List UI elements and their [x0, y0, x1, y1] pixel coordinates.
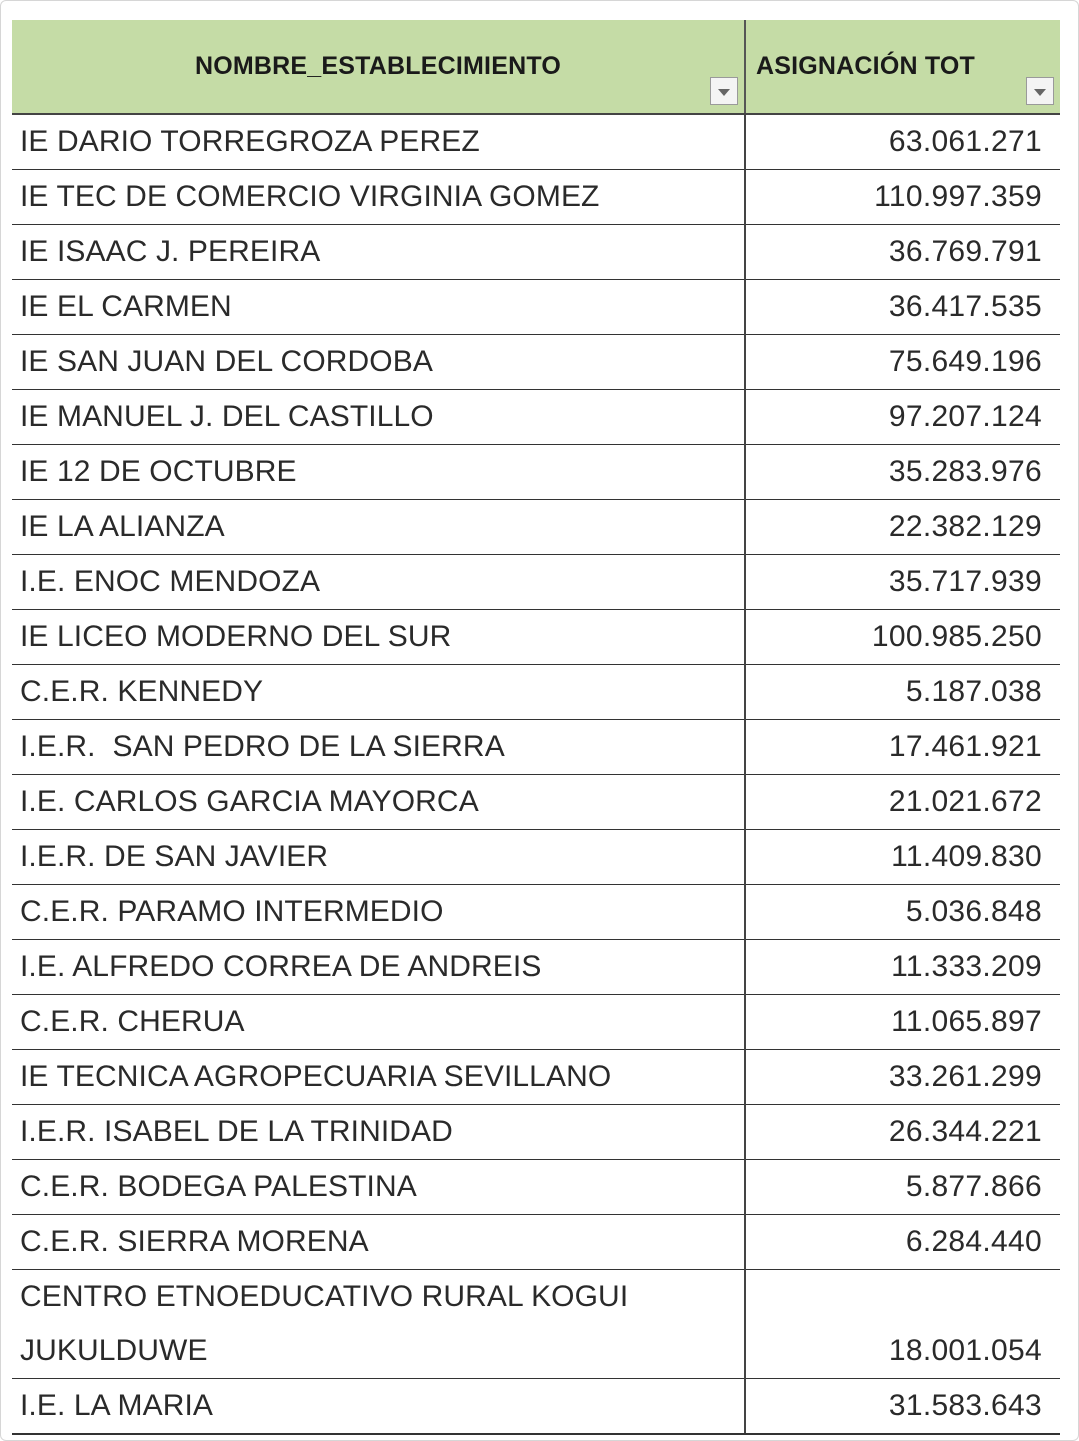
cell-establishment-name[interactable]: IE EL CARMEN — [12, 280, 745, 335]
cell-establishment-name[interactable]: C.E.R. KENNEDY — [12, 665, 745, 720]
cell-total-assignment[interactable]: 31.583.643 — [745, 1379, 1060, 1435]
table-row — [12, 170, 1060, 225]
cell-total-assignment[interactable]: 5.877.866 — [745, 1160, 1060, 1215]
cell-total-assignment[interactable]: 33.261.299 — [745, 1050, 1060, 1105]
table-row — [12, 280, 1060, 335]
cell-establishment-name[interactable]: IE MANUEL J. DEL CASTILLO — [12, 390, 745, 445]
cell-establishment-name[interactable]: I.E. ALFREDO CORREA DE ANDREIS — [12, 940, 745, 995]
cell-total-assignment[interactable]: 11.065.897 — [745, 995, 1060, 1050]
table-body — [12, 114, 1060, 1434]
cell-establishment-name[interactable]: IE ISAAC J. PEREIRA — [12, 225, 745, 280]
chevron-down-icon — [718, 89, 730, 96]
cell-total-assignment[interactable]: 63.061.271 — [745, 114, 1060, 170]
cell-establishment-name[interactable]: IE LICEO MODERNO DEL SUR — [12, 610, 745, 665]
cell-total-assignment[interactable]: 26.344.221 — [745, 1105, 1060, 1160]
cell-total-assignment[interactable]: 17.461.921 — [745, 720, 1060, 775]
table-row — [12, 1270, 1060, 1379]
cell-total-assignment[interactable]: 35.283.976 — [745, 445, 1060, 500]
spreadsheet-table — [12, 20, 1060, 1435]
cell-establishment-name[interactable]: IE LA ALIANZA — [12, 500, 745, 555]
cell-establishment-name[interactable]: I.E.R. SAN PEDRO DE LA SIERRA — [12, 720, 745, 775]
cell-establishment-name[interactable]: IE TECNICA AGROPECUARIA SEVILLANO — [12, 1050, 745, 1105]
cell-establishment-name[interactable]: C.E.R. PARAMO INTERMEDIO — [12, 885, 745, 940]
cell-total-assignment[interactable]: 110.997.359 — [745, 170, 1060, 225]
cell-establishment-name[interactable]: I.E. CARLOS GARCIA MAYORCA — [12, 775, 745, 830]
cell-establishment-name[interactable]: I.E. ENOC MENDOZA — [12, 555, 745, 610]
table-row — [12, 500, 1060, 555]
cell-establishment-name[interactable]: CENTRO ETNOEDUCATIVO RURAL KOGUI JUKULDUWE — [12, 1270, 745, 1379]
cell-total-assignment[interactable]: 97.207.124 — [745, 390, 1060, 445]
table-row — [12, 390, 1060, 445]
cell-total-assignment[interactable]: 36.417.535 — [745, 280, 1060, 335]
cell-establishment-name[interactable]: I.E. LA MARIA — [12, 1379, 745, 1435]
cell-total-assignment[interactable]: 36.769.791 — [745, 225, 1060, 280]
table-row — [12, 720, 1060, 775]
filter-dropdown-name-button[interactable] — [710, 77, 738, 105]
cell-establishment-name[interactable]: I.E.R. ISABEL DE LA TRINIDAD — [12, 1105, 745, 1160]
chevron-down-icon — [1034, 89, 1046, 96]
column-header-name — [12, 20, 745, 114]
cell-total-assignment[interactable]: 6.284.440 — [745, 1215, 1060, 1270]
table-row — [12, 1160, 1060, 1215]
cell-establishment-name[interactable]: C.E.R. SIERRA MORENA — [12, 1215, 745, 1270]
table-row — [12, 1050, 1060, 1105]
table-row — [12, 885, 1060, 940]
cell-total-assignment[interactable]: 5.036.848 — [745, 885, 1060, 940]
column-header-total — [745, 20, 1060, 114]
column-header-name-label: NOMBRE_ESTABLECIMIENTO — [195, 52, 561, 80]
cell-establishment-name[interactable]: IE DARIO TORREGROZA PEREZ — [12, 114, 745, 170]
cell-total-assignment[interactable]: 35.717.939 — [745, 555, 1060, 610]
cell-total-assignment[interactable]: 18.001.054 — [745, 1270, 1060, 1379]
table-row — [12, 665, 1060, 720]
table-row — [12, 555, 1060, 610]
table-row — [12, 830, 1060, 885]
cell-total-assignment[interactable]: 22.382.129 — [745, 500, 1060, 555]
table-row — [12, 610, 1060, 665]
column-header-total-label: ASIGNACIÓN TOT — [756, 52, 976, 80]
table-row — [12, 445, 1060, 500]
header-row — [12, 20, 1060, 114]
table-row — [12, 114, 1060, 170]
cell-establishment-name[interactable]: C.E.R. CHERUA — [12, 995, 745, 1050]
cell-total-assignment[interactable]: 75.649.196 — [745, 335, 1060, 390]
table-row — [12, 940, 1060, 995]
table-row — [12, 1215, 1060, 1270]
cell-total-assignment[interactable]: 5.187.038 — [745, 665, 1060, 720]
cell-total-assignment[interactable]: 11.333.209 — [745, 940, 1060, 995]
cell-establishment-name[interactable]: IE 12 DE OCTUBRE — [12, 445, 745, 500]
table-row — [12, 335, 1060, 390]
cell-establishment-name[interactable]: IE TEC DE COMERCIO VIRGINIA GOMEZ — [12, 170, 745, 225]
table-row — [12, 1379, 1060, 1435]
cell-establishment-name[interactable]: IE SAN JUAN DEL CORDOBA — [12, 335, 745, 390]
filter-dropdown-total-button[interactable] — [1026, 77, 1054, 105]
cell-establishment-name[interactable]: I.E.R. DE SAN JAVIER — [12, 830, 745, 885]
cell-establishment-name[interactable]: C.E.R. BODEGA PALESTINA — [12, 1160, 745, 1215]
table-row — [12, 225, 1060, 280]
cell-total-assignment[interactable]: 100.985.250 — [745, 610, 1060, 665]
table-row — [12, 1105, 1060, 1160]
cell-total-assignment[interactable]: 21.021.672 — [745, 775, 1060, 830]
cell-total-assignment[interactable]: 11.409.830 — [745, 830, 1060, 885]
table-row — [12, 995, 1060, 1050]
table-row — [12, 775, 1060, 830]
